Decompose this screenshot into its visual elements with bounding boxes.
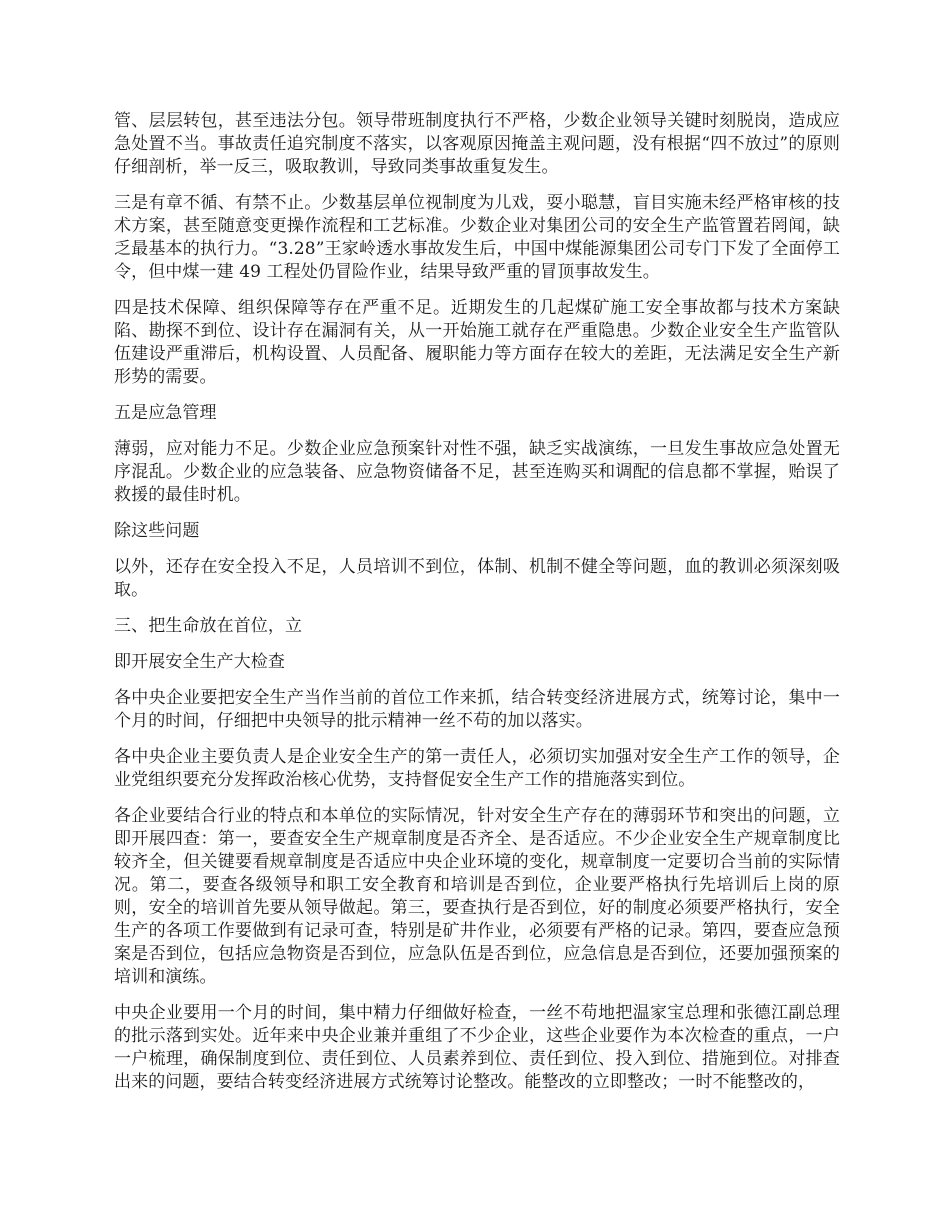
paragraph: 以外，还存在安全投入不足，人员培训不到位，体制、机制不健全等问题，血的教训必须深刻吸取。 [114, 557, 840, 600]
paragraph: 各中央企业要把安全生产当作当前的首位工作来抓，结合转变经济进展方式，统筹讨论，集中一个月的时间，仔细把中央领导的批示精神一丝不苟的加以落实。 [114, 688, 840, 731]
section-heading: 三、把生命放在首位，立 [114, 616, 303, 636]
paragraph: 三是有章不循、有禁不止。少数基层单位视制度为儿戏，耍小聪慧，盲目实施未经严格审核的技术方案，甚至随意变更操作流程和工艺标准。少数企业对集团公司的安全生产监管置若罔闻，缺乏最基本的执行力。“3.28”王家岭透水事故发生后，中国中煤能源集团公司专门下发了全面停工令，但中煤一建 49 工程处仍冒险作业，结果导致严重的冒顶事故发生。 [114, 193, 840, 282]
paragraph: 管、层层转包，甚至违法分包。领导带班制度执行不严格，少数企业领导关键时刻脱岗，造成应急处置不当。事故责任追究制度不落实，以客观原因掩盖主观问题，没有根据“四不放过”的原则仔细剖析，举一反三，吸取教训，导致同类事故重复发生。 [114, 111, 840, 177]
paragraph: 各企业要结合行业的特点和本单位的实际情况，针对安全生产存在的薄弱环节和突出的问题，立即开展四查：第一，要查安全生产规章制度是否齐全、是否适应。不少企业安全生产规章制度比较齐全，但关键要看规章制度是否适应中央企业环境的变化，规章制度一定要切合当前的实际情况。第二，要查各级领导和职工安全教育和培训是否到位，企业要严格执行先培训后上岗的原则，安全的培训首先要从领导做起。第三，要查执行是否到位，好的制度必须要严格执行，安全生产的各项工作要做到有记录可查，特别是矿井作业，必须要有严格的记录。第四，要查应急预案是否到位，包括应急物资是否到位，应急队伍是否到位，应急信息是否到位，还要加强预案的培训和演练。 [114, 806, 840, 987]
paragraph: 各中央企业主要负责人是企业安全生产的第一责任人，必须切实加强对安全生产工作的领导，企业党组织要充分发挥政治核心优势，支持督促安全生产工作的措施落实到位。 [114, 747, 840, 790]
paragraph-heading: 除这些问题 [114, 521, 200, 541]
paragraph: 四是技术保障、组织保障等存在严重不足。近期发生的几起煤矿施工安全事故都与技术方案缺陷、勘探不到位、设计存在漏洞有关，从一开始施工就存在严重隐患。少数企业安全生产监管队伍建设严重滞后，机构设置、人员配备、履职能力等方面存在较大的差距，无法满足安全生产新形势的需要。 [114, 298, 840, 387]
paragraph-heading: 五是应急管理 [114, 403, 217, 423]
section-heading: 即开展安全生产大检查 [114, 652, 285, 672]
paragraph: 中央企业要用一个月的时间，集中精力仔细做好检查，一丝不苟地把温家宝总理和张德江副总理的批示落到实处。近年来中央企业兼并重组了不少企业，这些企业要作为本次检查的重点，一户一户梳理，确保制度到位、责任到位、人员素养到位、责任到位、投入到位、措施到位。对排查出来的问题，要结合转变经济进展方式统筹讨论整改。能整改的立即整改；一时不能整改的， [114, 1003, 840, 1092]
document-body [114, 110, 840, 1107]
paragraph: 薄弱，应对能力不足。少数企业应急预案针对性不强，缺乏实战演练，一旦发生事故应急处置无序混乱。少数企业的应急装备、应急物资储备不足，甚至连购买和调配的信息都不掌握，贻误了救援的最佳时机。 [114, 439, 840, 505]
